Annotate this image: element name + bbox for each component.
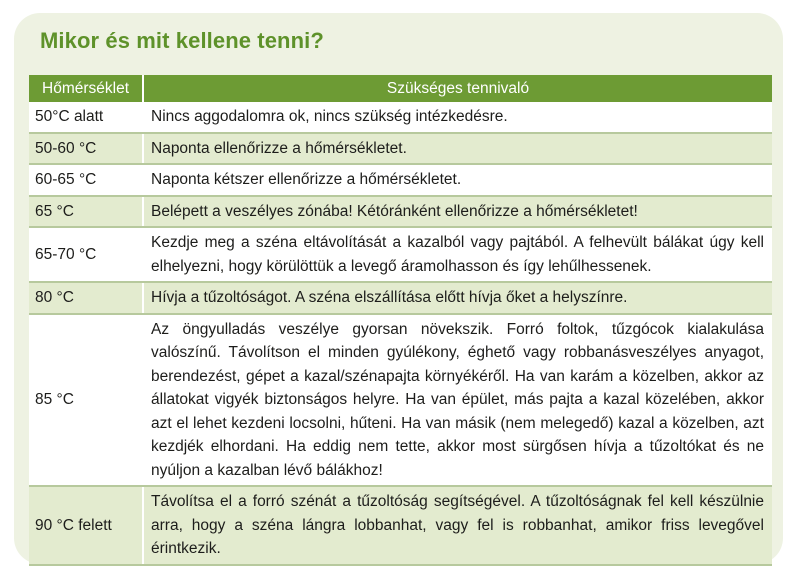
- temperature-cell: 90 °C felett: [29, 486, 143, 565]
- temperature-cell: 80 °C: [29, 282, 143, 314]
- action-cell: Nincs aggodalomra ok, nincs szükség intézkedésre.: [143, 102, 772, 133]
- header-temperature: Hőmérséklet: [29, 75, 143, 102]
- temperature-cell: 65-70 °C: [29, 227, 143, 282]
- page-title: Mikor és mit kellene tenni?: [40, 28, 324, 53]
- temperature-cell: 60-65 °C: [29, 164, 143, 196]
- header-action: Szükséges tennivaló: [143, 75, 772, 102]
- temperature-cell: 50°C alatt: [29, 102, 143, 133]
- action-cell: Naponta ellenőrizze a hőmérsékletet.: [143, 133, 772, 165]
- temperature-cell: 85 °C: [29, 314, 143, 487]
- table-row: [29, 102, 772, 133]
- temperature-action-table: [29, 75, 772, 566]
- action-cell: Belépett a veszélyes zónába! Kétóránként ellenőrizze a hőmérsékletet!: [143, 196, 772, 228]
- action-cell: Távolítsa el a forró szénát a tűzoltóság segítségével. A tűzoltóságnak fel kell készülnie arra, hogy a széna lángra lobbanhat, vagy fel is robbanhat, amikor friss levegővel érintkezik.: [143, 486, 772, 565]
- action-cell: Az öngyulladás veszélye gyorsan növekszik. Forró foltok, tűzgócok kialakulása valószínű. Távolítson el minden gyúlékony, éghető vagy robbanásveszélyes anyagot, berendezést, gépet a kazal/szénapajta környékéről. Ha van karám a közelben, akkor az állatokat vigyék biztonságos helyre. Ha van épület, más pajta a kazal közelében, akkor azt el lehet kezdeni locsolni, hűteni. Ha van másik (nem melegedő) kazal a közelben, azt kezdjék elhordani. Ha eddig nem tette, akkor most sürgősen hívja a tűzoltókat és ne nyúljon a kazalban lévő bálákhoz!: [143, 314, 772, 487]
- table-row: [29, 196, 772, 228]
- table-row: [29, 314, 772, 487]
- table-header-row: [29, 75, 772, 102]
- action-cell: Kezdje meg a széna eltávolítását a kazalból vagy pajtából. A felhevült bálákat úgy kell elhelyezni, hogy körülöttük a levegő áramolhasson és így lehűlhessenek.: [143, 227, 772, 282]
- action-cell: Naponta kétszer ellenőrizze a hőmérsékletet.: [143, 164, 772, 196]
- table-row: [29, 227, 772, 282]
- table-row: [29, 282, 772, 314]
- table-row: [29, 486, 772, 565]
- table-row: [29, 164, 772, 196]
- temperature-cell: 65 °C: [29, 196, 143, 228]
- action-cell: Hívja a tűzoltóságot. A széna elszállítása előtt hívja őket a helyszínre.: [143, 282, 772, 314]
- temperature-cell: 50-60 °C: [29, 133, 143, 165]
- table-row: [29, 133, 772, 165]
